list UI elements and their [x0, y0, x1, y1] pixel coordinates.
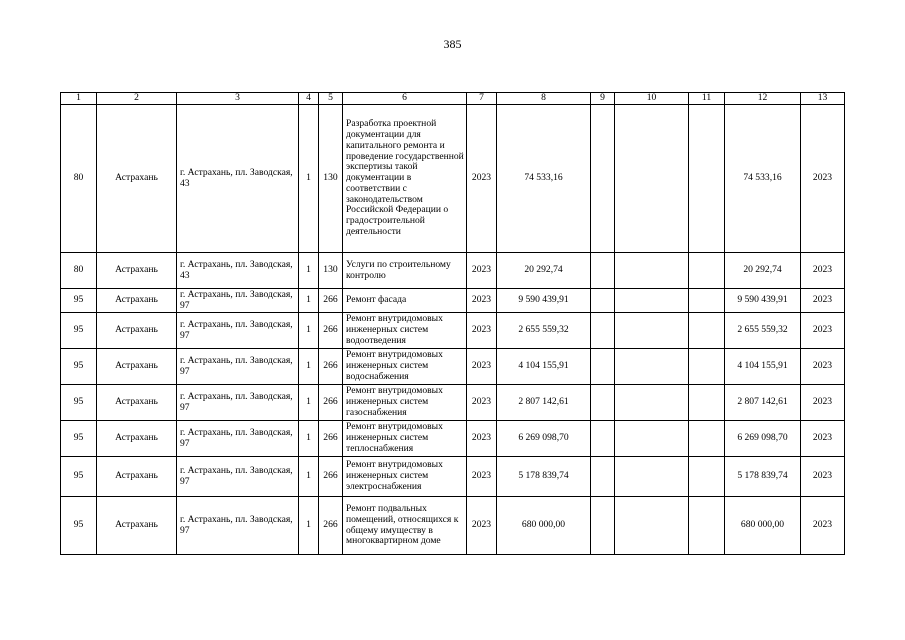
column-number: 1 [61, 93, 97, 105]
empty-cell [689, 313, 725, 349]
stage-code-cell: 266 [319, 457, 343, 497]
work-type-cell: Ремонт подвальных помещений, относящихся к общему имуществу в многоквартирном доме [343, 497, 467, 555]
row-number-cell: 95 [61, 421, 97, 457]
entrance-cell: 1 [299, 289, 319, 313]
address-cell: г. Астрахань, пл. Заводская, 97 [177, 289, 299, 313]
empty-cell [689, 421, 725, 457]
city-cell: Астрахань [97, 457, 177, 497]
column-number: 6 [343, 93, 467, 105]
column-number: 9 [591, 93, 615, 105]
stage-code-cell: 266 [319, 421, 343, 457]
city-cell: Астрахань [97, 497, 177, 555]
cost-fund-cell: 4 104 155,91 [725, 349, 801, 385]
city-cell: Астрахань [97, 313, 177, 349]
address-cell: г. Астрахань, пл. Заводская, 43 [177, 253, 299, 289]
page-number: 385 [443, 37, 462, 51]
table-row [61, 253, 845, 289]
entrance-cell: 1 [299, 105, 319, 253]
empty-cell [689, 457, 725, 497]
year-end-cell: 2023 [801, 385, 845, 421]
cost-fund-cell: 74 533,16 [725, 105, 801, 253]
row-number-cell: 95 [61, 349, 97, 385]
empty-cell [689, 253, 725, 289]
address-cell: г. Астрахань, пл. Заводская, 97 [177, 385, 299, 421]
empty-cell [615, 105, 689, 253]
table-row [61, 421, 845, 457]
stage-code-cell: 266 [319, 497, 343, 555]
empty-cell [615, 457, 689, 497]
year-end-cell: 2023 [801, 421, 845, 457]
year-start-cell: 2023 [467, 349, 497, 385]
year-end-cell: 2023 [801, 253, 845, 289]
city-cell: Астрахань [97, 421, 177, 457]
entrance-cell: 1 [299, 421, 319, 457]
empty-cell [591, 313, 615, 349]
year-start-cell: 2023 [467, 497, 497, 555]
year-end-cell: 2023 [801, 497, 845, 555]
address-cell: г. Астрахань, пл. Заводская, 43 [177, 105, 299, 253]
column-number: 13 [801, 93, 845, 105]
column-number: 8 [497, 93, 591, 105]
total-cost-cell: 9 590 439,91 [497, 289, 591, 313]
city-cell: Астрахань [97, 253, 177, 289]
stage-code-cell: 130 [319, 253, 343, 289]
empty-cell [591, 421, 615, 457]
table-row [61, 289, 845, 313]
cost-fund-cell: 20 292,74 [725, 253, 801, 289]
empty-cell [591, 289, 615, 313]
empty-cell [689, 385, 725, 421]
table-row [61, 497, 845, 555]
entrance-cell: 1 [299, 253, 319, 289]
city-cell: Астрахань [97, 289, 177, 313]
total-cost-cell: 2 655 559,32 [497, 313, 591, 349]
empty-cell [689, 497, 725, 555]
total-cost-cell: 4 104 155,91 [497, 349, 591, 385]
cost-fund-cell: 2 655 559,32 [725, 313, 801, 349]
address-cell: г. Астрахань, пл. Заводская, 97 [177, 497, 299, 555]
table-row [61, 313, 845, 349]
table-row [61, 457, 845, 497]
year-start-cell: 2023 [467, 105, 497, 253]
row-number-cell: 80 [61, 105, 97, 253]
total-cost-cell: 2 807 142,61 [497, 385, 591, 421]
column-number: 11 [689, 93, 725, 105]
cost-fund-cell: 2 807 142,61 [725, 385, 801, 421]
empty-cell [591, 349, 615, 385]
empty-cell [615, 385, 689, 421]
empty-cell [591, 385, 615, 421]
empty-cell [689, 349, 725, 385]
work-type-cell: Ремонт внутридомовых инженерных систем электроснабжения [343, 457, 467, 497]
year-end-cell: 2023 [801, 289, 845, 313]
address-cell: г. Астрахань, пл. Заводская, 97 [177, 349, 299, 385]
entrance-cell: 1 [299, 457, 319, 497]
column-number: 4 [299, 93, 319, 105]
city-cell: Астрахань [97, 105, 177, 253]
city-cell: Астрахань [97, 385, 177, 421]
work-type-cell: Услуги по строительному контролю [343, 253, 467, 289]
work-type-cell: Ремонт внутридомовых инженерных систем теплоснабжения [343, 421, 467, 457]
year-start-cell: 2023 [467, 253, 497, 289]
cost-fund-cell: 5 178 839,74 [725, 457, 801, 497]
address-cell: г. Астрахань, пл. Заводская, 97 [177, 421, 299, 457]
row-number-cell: 80 [61, 253, 97, 289]
column-number: 7 [467, 93, 497, 105]
row-number-cell: 95 [61, 497, 97, 555]
year-end-cell: 2023 [801, 313, 845, 349]
total-cost-cell: 74 533,16 [497, 105, 591, 253]
address-cell: г. Астрахань, пл. Заводская, 97 [177, 457, 299, 497]
column-number: 10 [615, 93, 689, 105]
address-cell: г. Астрахань, пл. Заводская, 97 [177, 313, 299, 349]
empty-cell [615, 289, 689, 313]
stage-code-cell: 130 [319, 105, 343, 253]
empty-cell [615, 421, 689, 457]
entrance-cell: 1 [299, 349, 319, 385]
stage-code-cell: 266 [319, 349, 343, 385]
year-start-cell: 2023 [467, 421, 497, 457]
row-number-cell: 95 [61, 457, 97, 497]
year-start-cell: 2023 [467, 289, 497, 313]
stage-code-cell: 266 [319, 289, 343, 313]
total-cost-cell: 680 000,00 [497, 497, 591, 555]
work-type-cell: Ремонт внутридомовых инженерных систем водоотведения [343, 313, 467, 349]
entrance-cell: 1 [299, 385, 319, 421]
table-row [61, 349, 845, 385]
row-number-cell: 95 [61, 385, 97, 421]
empty-cell [591, 457, 615, 497]
empty-cell [615, 313, 689, 349]
entrance-cell: 1 [299, 313, 319, 349]
empty-cell [689, 289, 725, 313]
stage-code-cell: 266 [319, 313, 343, 349]
stage-code-cell: 266 [319, 385, 343, 421]
empty-cell [591, 105, 615, 253]
cost-fund-cell: 9 590 439,91 [725, 289, 801, 313]
empty-cell [591, 497, 615, 555]
empty-cell [689, 105, 725, 253]
row-number-cell: 95 [61, 289, 97, 313]
work-type-cell: Ремонт фасада [343, 289, 467, 313]
work-type-cell: Разработка проектной документации для капитального ремонта и проведение государственной экспертизы такой документации в соответствии с законодательством Российской Федерации о градостроительной деятельности [343, 105, 467, 253]
empty-cell [615, 253, 689, 289]
total-cost-cell: 20 292,74 [497, 253, 591, 289]
empty-cell [615, 497, 689, 555]
year-start-cell: 2023 [467, 457, 497, 497]
total-cost-cell: 6 269 098,70 [497, 421, 591, 457]
work-type-cell: Ремонт внутридомовых инженерных систем водоснабжения [343, 349, 467, 385]
column-number: 3 [177, 93, 299, 105]
table-row [61, 385, 845, 421]
column-number-row [61, 93, 845, 105]
table-row [61, 105, 845, 253]
year-start-cell: 2023 [467, 385, 497, 421]
total-cost-cell: 5 178 839,74 [497, 457, 591, 497]
empty-cell [615, 349, 689, 385]
cost-fund-cell: 6 269 098,70 [725, 421, 801, 457]
column-number: 5 [319, 93, 343, 105]
works-register-table [60, 92, 845, 555]
year-end-cell: 2023 [801, 349, 845, 385]
empty-cell [591, 253, 615, 289]
year-end-cell: 2023 [801, 105, 845, 253]
entrance-cell: 1 [299, 497, 319, 555]
city-cell: Астрахань [97, 349, 177, 385]
column-number: 12 [725, 93, 801, 105]
year-start-cell: 2023 [467, 313, 497, 349]
row-number-cell: 95 [61, 313, 97, 349]
column-number: 2 [97, 93, 177, 105]
year-end-cell: 2023 [801, 457, 845, 497]
work-type-cell: Ремонт внутридомовых инженерных систем газоснабжения [343, 385, 467, 421]
cost-fund-cell: 680 000,00 [725, 497, 801, 555]
